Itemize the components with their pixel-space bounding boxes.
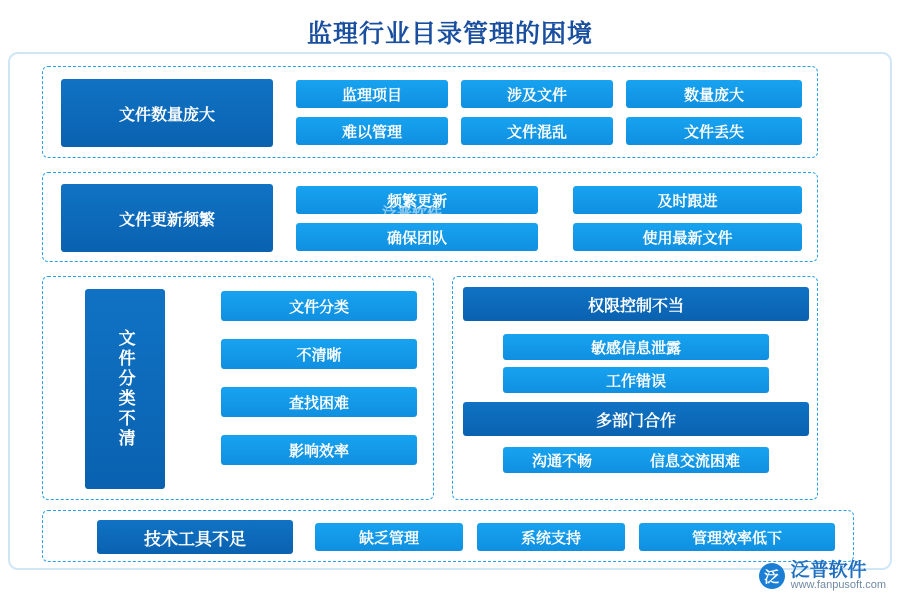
node-frequent-update: 频繁更新 — [296, 186, 538, 214]
center-watermark: 泛普软件 — [382, 205, 443, 222]
group-permission-control — [452, 276, 818, 500]
page-title: 监理行业目录管理的困境 — [306, 20, 593, 48]
node-ensure-team: 确保团队 — [296, 223, 538, 251]
node-involved-files: 涉及文件 — [461, 80, 613, 108]
node-sensitive-info-leak: 敏感信息泄露 — [503, 334, 769, 360]
node-supervision-project: 监理项目 — [296, 80, 448, 108]
node-use-latest-file: 使用最新文件 — [573, 223, 802, 251]
group-label-insufficient-tools: 技术工具不足 — [97, 520, 293, 554]
node-info-exchange-difficulty: 信息交流困难 — [649, 452, 740, 470]
group-label-unclear-classification: 文件分类不清 — [85, 289, 165, 489]
node-file-loss: 文件丢失 — [626, 117, 802, 145]
node-hard-to-manage: 难以管理 — [296, 117, 448, 145]
node-file-classification: 文件分类 — [221, 291, 417, 321]
node-affects-efficiency: 影响效率 — [221, 435, 417, 465]
node-work-error: 工作错误 — [503, 367, 769, 393]
node-system-support: 系统支持 — [477, 523, 625, 551]
group-label-permission-control: 权限控制不当 — [463, 287, 809, 321]
group-frequent-update — [42, 172, 818, 262]
brand-logo-icon: 泛 — [759, 563, 785, 589]
node-file-chaos: 文件混乱 — [461, 117, 613, 145]
brand-name: 泛普软件 — [790, 559, 867, 581]
group-label-frequent-update: 文件更新频繁 — [61, 184, 273, 252]
brand-watermark — [759, 561, 886, 592]
node-large-quantity: 数量庞大 — [626, 80, 802, 108]
node-poor-communication: 沟通不畅 — [531, 452, 592, 470]
group-file-quantity — [42, 66, 818, 158]
group-label-file-quantity: 文件数量庞大 — [61, 79, 273, 147]
node-communication-row — [503, 447, 769, 473]
group-label-multi-department: 多部门合作 — [463, 402, 809, 436]
node-lack-of-management: 缺乏管理 — [315, 523, 463, 551]
group-unclear-classification — [42, 276, 434, 500]
node-timely-followup: 及时跟进 — [573, 186, 802, 214]
group-insufficient-tools — [42, 510, 854, 562]
node-low-management-efficiency: 管理效率低下 — [639, 523, 835, 551]
brand-url: www.fanpusoft.com — [790, 579, 886, 592]
node-not-clear: 不清晰 — [221, 339, 417, 369]
node-hard-to-find: 查找困难 — [221, 387, 417, 417]
